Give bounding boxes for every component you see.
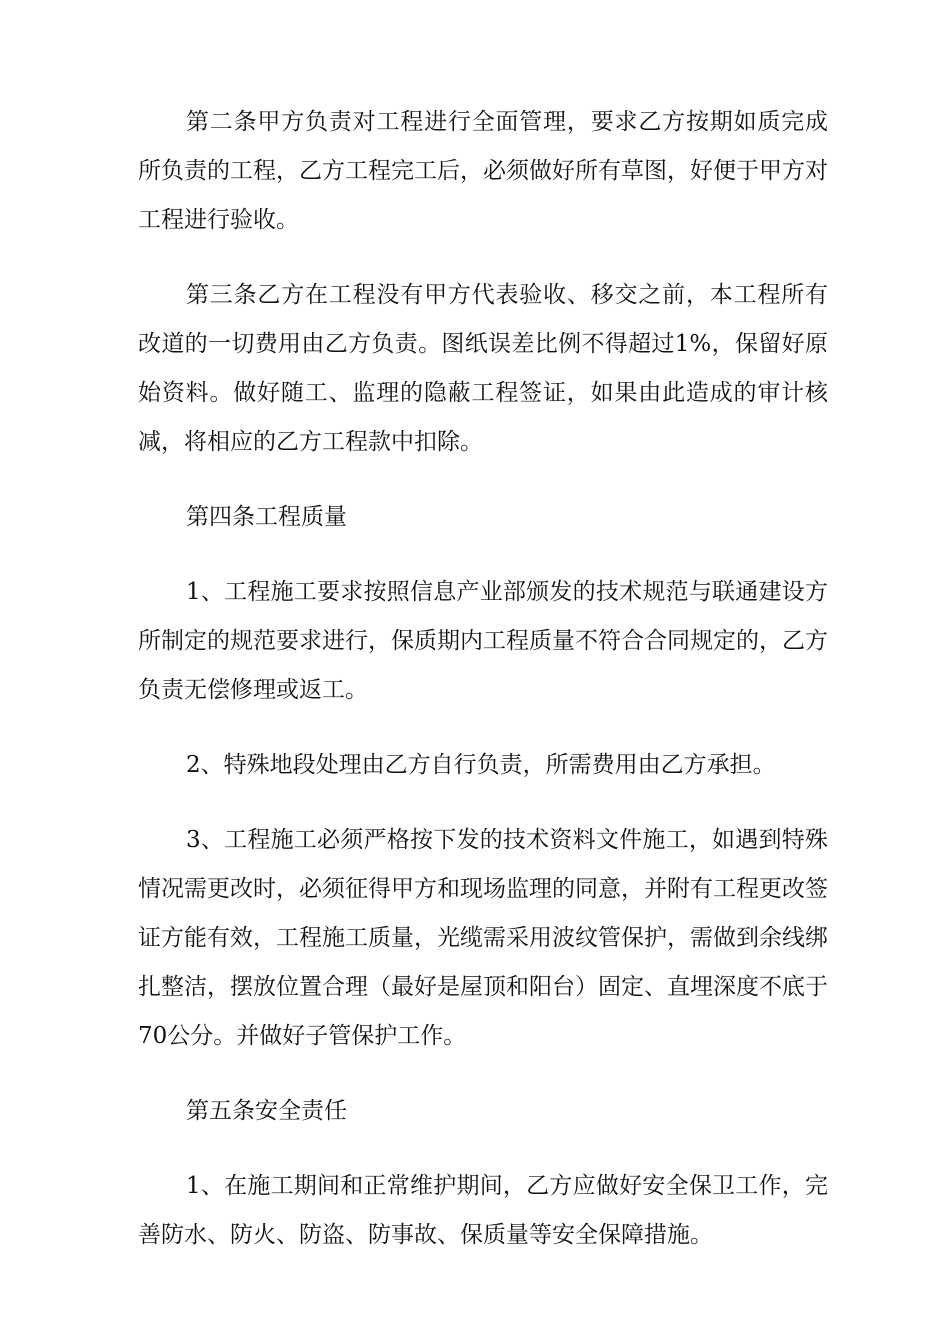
document-page [138, 98, 828, 1286]
article-5-item-1: 1、在施工期间和正常维护期间，乙方应做好安全保卫工作，完善防水、防火、防盗、防事故、保质量等安全保障措施。 [138, 1173, 828, 1248]
article-2-paragraph: 第二条甲方负责对工程进行全面管理，要求乙方按期如质完成所负责的工程，乙方工程完工后，必须做好所有草图，好便于甲方对工程进行验收。 [138, 109, 828, 233]
article-4-heading: 第四条工程质量 [186, 504, 347, 530]
article-4-item-1: 1、工程施工要求按照信息产业部颁发的技术规范与联通建设方所制定的规范要求进行，保质期内工程质量不符合合同规定的，乙方负责无偿修理或返工。 [138, 579, 828, 703]
article-5-heading: 第五条安全责任 [186, 1098, 347, 1124]
article-3-paragraph: 第三条乙方在工程没有甲方代表验收、移交之前，本工程所有改道的一切费用由乙方负责。图纸误差比例不得超过1%，保留好原始资料。做好随工、监理的隐蔽工程签证，如果由此造成的审计核减，将相应的乙方工程款中扣除。 [138, 282, 828, 455]
article-4-item-2: 2、特殊地段处理由乙方自行负责，所需费用由乙方承担。 [186, 752, 776, 778]
article-4-item-3: 3、工程施工必须严格按下发的技术资料文件施工，如遇到特殊情况需更改时，必须征得甲方和现场监理的同意，并附有工程更改签证方能有效，工程施工质量，光缆需采用波纹管保护，需做到余线绑扎整洁，摆放位置合理（最好是屋顶和阳台）固定、直埋深度不底于70公分。并做好子管保护工作。 [138, 827, 828, 1049]
